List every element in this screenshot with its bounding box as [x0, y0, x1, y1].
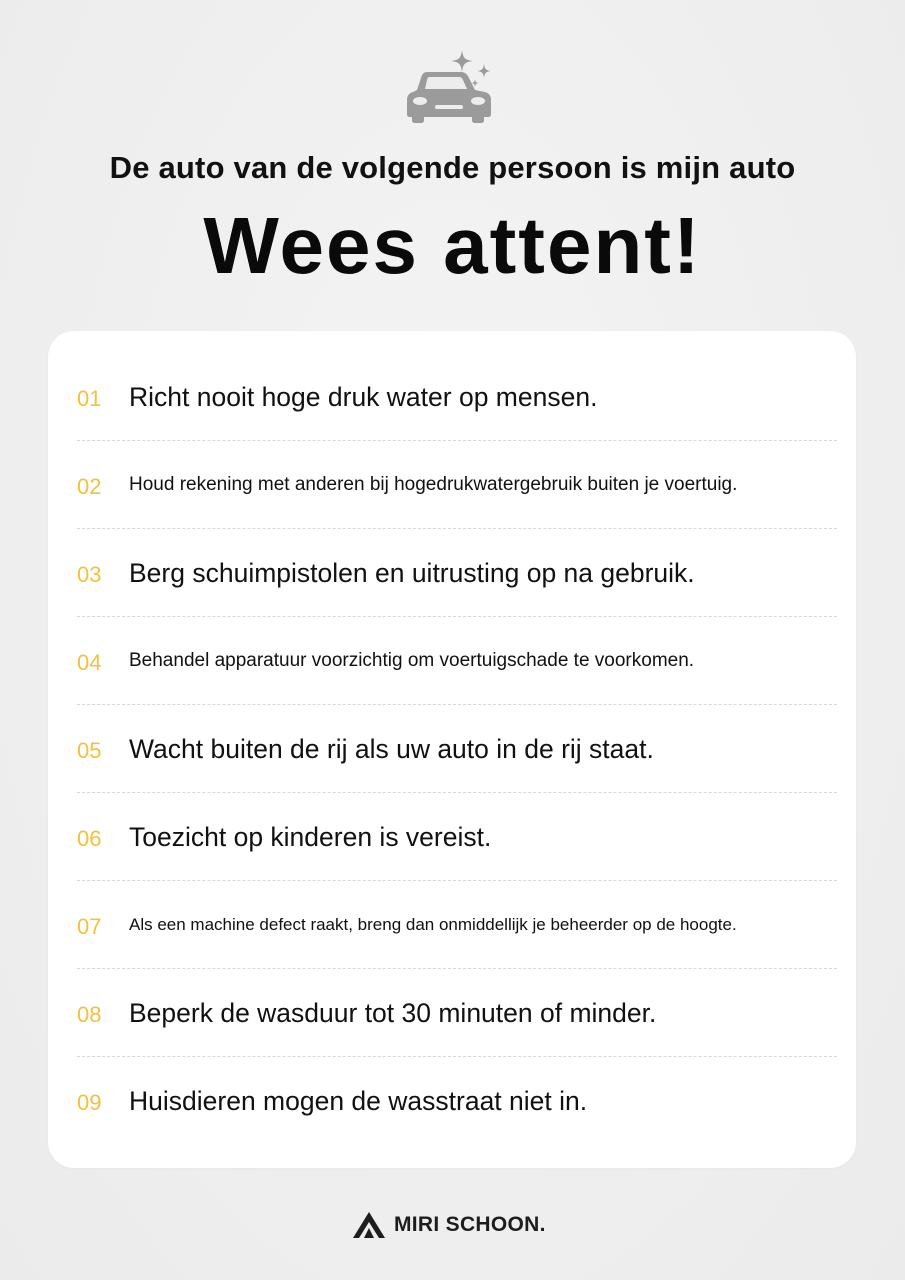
page-subtitle: De auto van de volgende persoon is mijn auto [109, 150, 796, 185]
rule-number: 02 [77, 474, 102, 499]
rule-text: Beperk de wasduur tot 30 minuten of minder. [129, 997, 657, 1028]
rule-text: Houd rekening met anderen bij hogedrukwatergebruik buiten je voertuig. [129, 474, 738, 495]
rule-number: 04 [77, 650, 102, 675]
rule-number: 09 [77, 1090, 102, 1115]
rule-text: Berg schuimpistolen en uitrusting op na gebruik. [129, 557, 695, 588]
rule-item-08 [77, 969, 837, 1057]
brand-name: MIRI SCHOON. [394, 1213, 546, 1236]
rules-card [48, 331, 856, 1168]
page-title: Wees attent! [203, 201, 702, 290]
rule-item-07 [77, 881, 837, 969]
rule-text: Behandel apparatuur voorzichtig om voertuigschade te voorkomen. [129, 650, 695, 671]
rule-text: Huisdieren mogen de wasstraat niet in. [129, 1085, 588, 1116]
car-sparkle-icon [405, 46, 497, 124]
rule-item-02 [77, 441, 837, 529]
rule-item-09 [77, 1057, 837, 1145]
rule-item-01 [77, 353, 837, 441]
rule-text: Richt nooit hoge druk water op mensen. [129, 381, 598, 412]
rule-number: 07 [77, 914, 102, 939]
rule-number: 08 [77, 1002, 102, 1027]
rule-item-03 [77, 529, 837, 617]
rule-text: Toezicht op kinderen is vereist. [129, 821, 492, 852]
rule-number: 01 [77, 386, 102, 411]
rule-item-06 [77, 793, 837, 881]
rule-text: Als een machine defect raakt, breng dan onmiddellijk je beheerder op de hoogte. [129, 915, 737, 934]
triangle-logo-icon [352, 1211, 386, 1239]
rule-number: 03 [77, 562, 102, 587]
rule-number: 06 [77, 826, 102, 851]
rule-text: Wacht buiten de rij als uw auto in de rij staat. [129, 733, 654, 764]
rule-item-04 [77, 617, 837, 705]
rule-number: 05 [77, 738, 102, 763]
rule-item-05 [77, 705, 837, 793]
brand-footer [352, 1210, 546, 1240]
